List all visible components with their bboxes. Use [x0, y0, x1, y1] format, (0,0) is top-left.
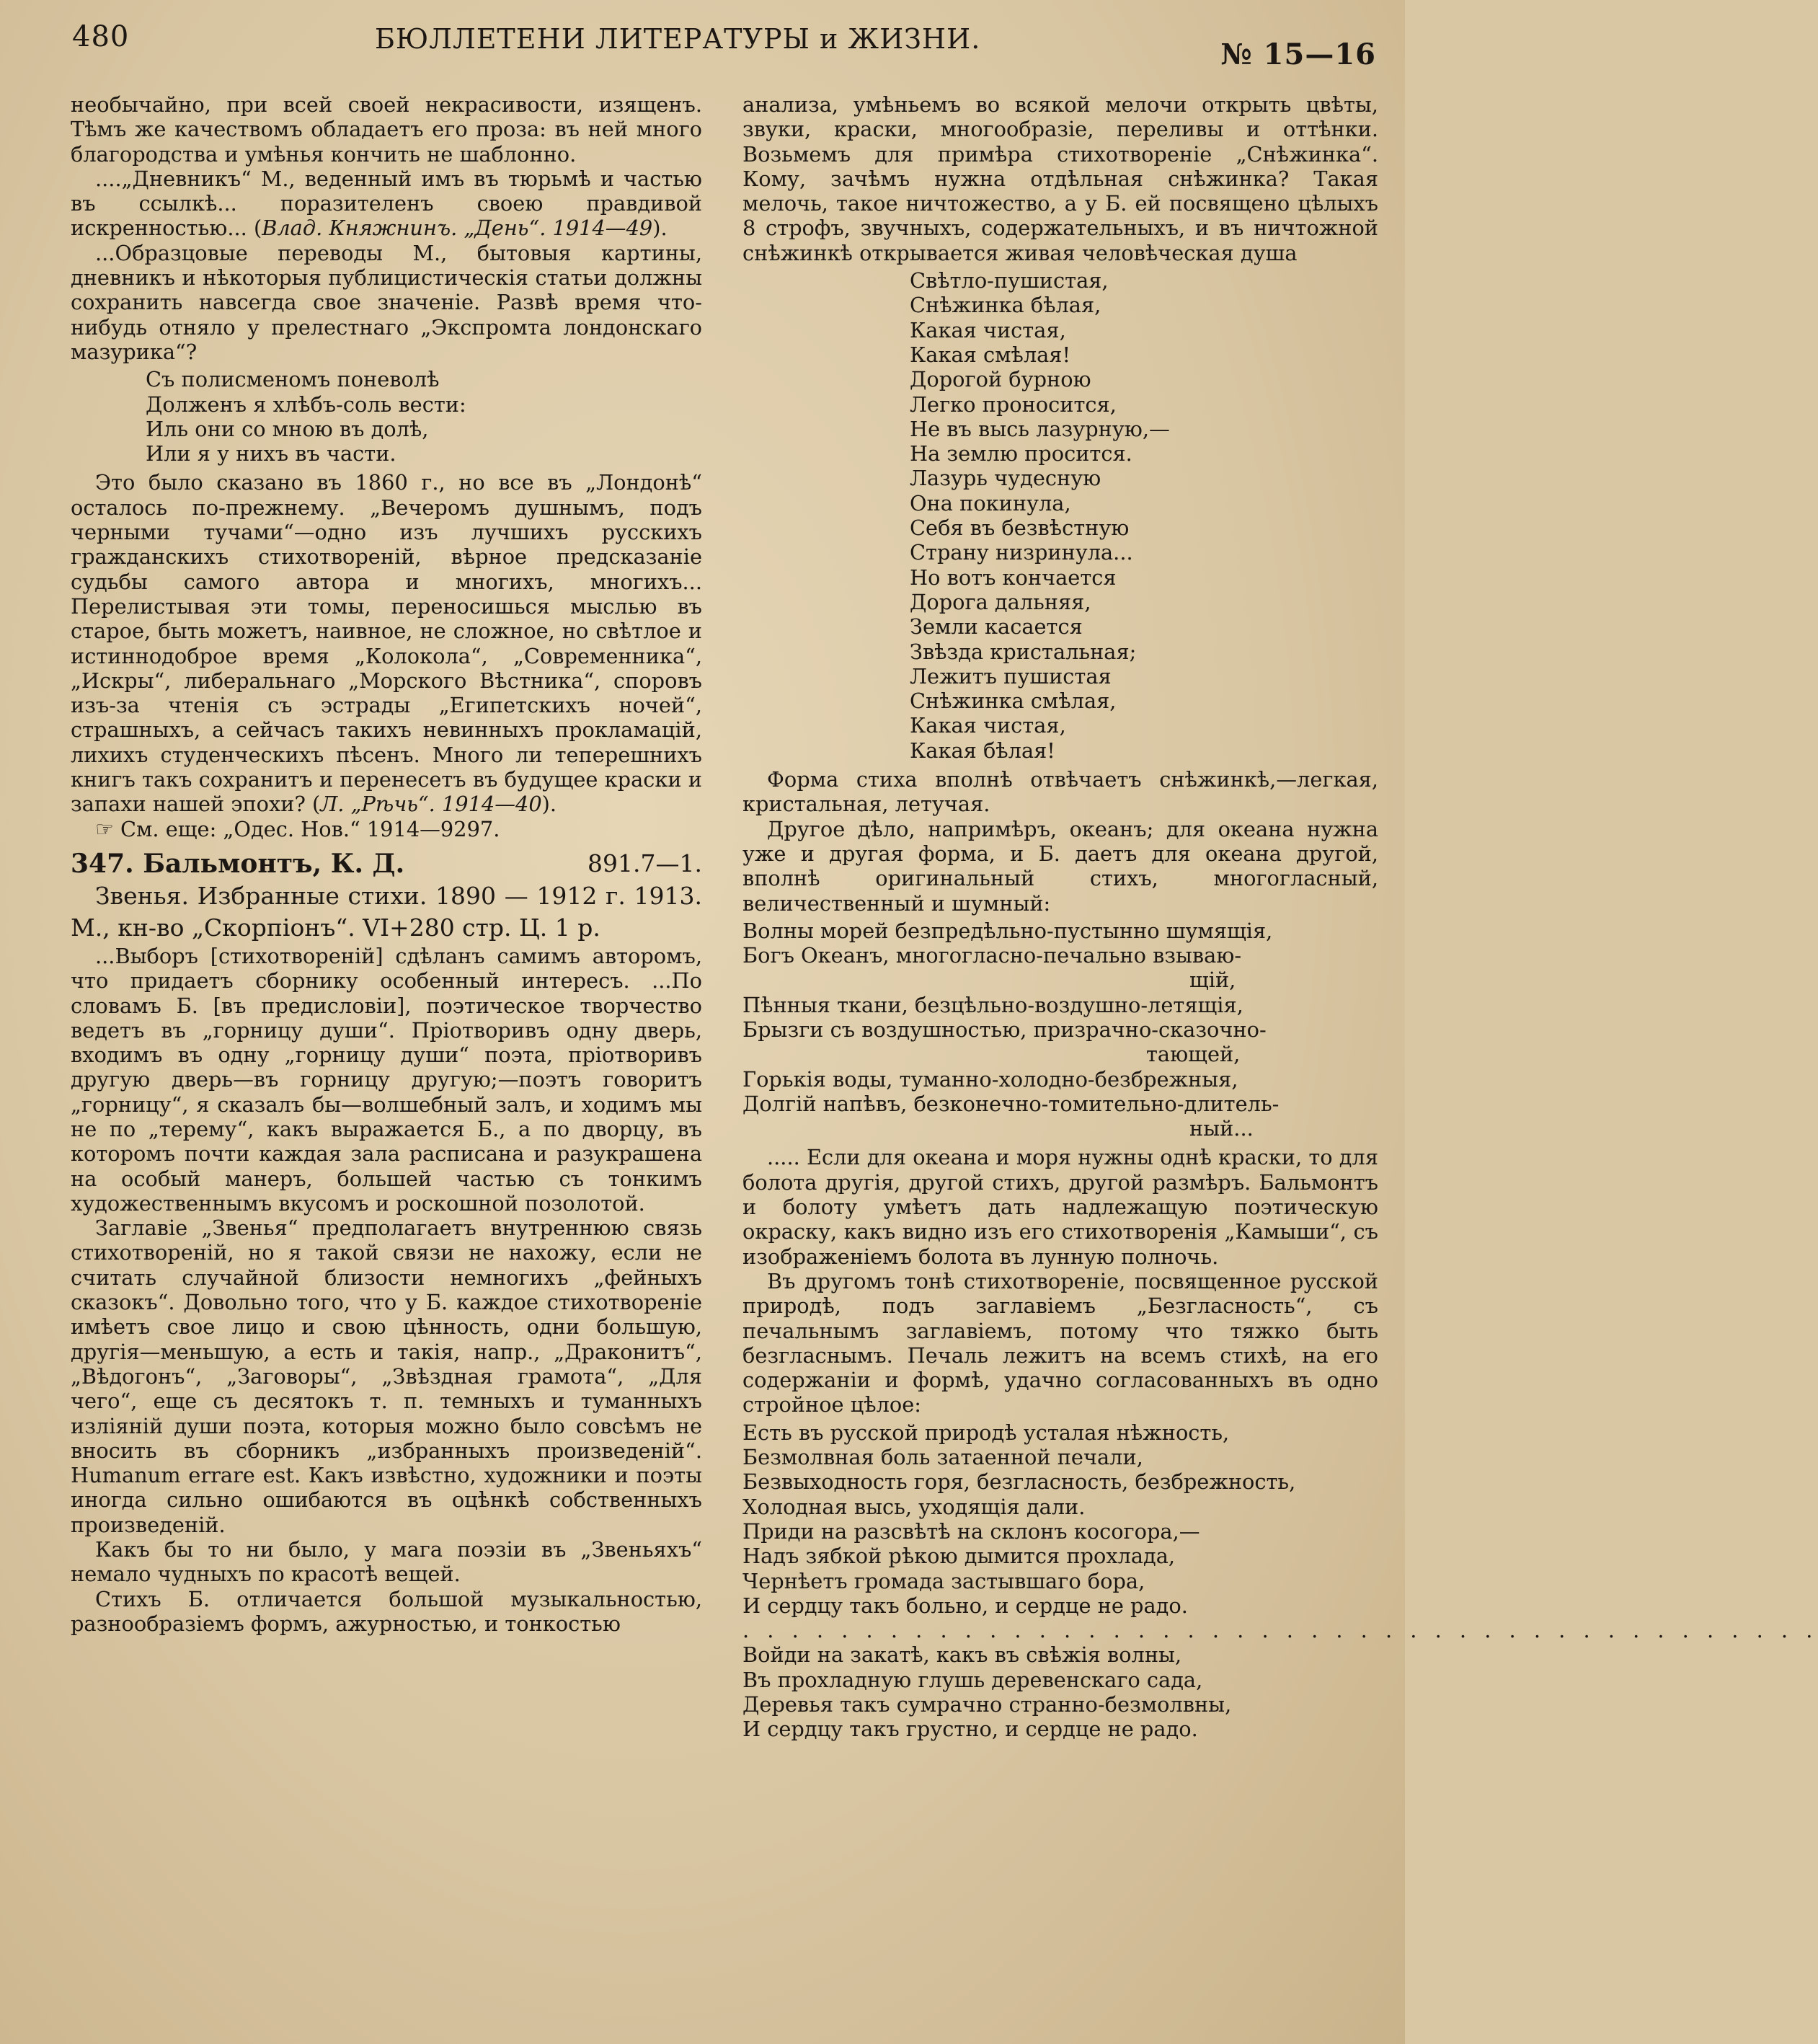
- verse-line: Войди на закатѣ, какъ въ свѣжія волны,: [742, 1642, 1182, 1668]
- verse-line: Есть въ русской природѣ усталая нѣжность,: [742, 1420, 1230, 1445]
- paragraph: Въ другомъ тонѣ стихотвореніе, посвященное русской природѣ, подъ заглавіемъ „Безгласность“, съ печальнымъ заглавіемъ, потому что тяжко быть безгласнымъ. Печаль лежитъ на всемъ стихѣ, на его содержаніи и формѣ, удачно согласованныхъ въ одно стройное цѣлое:: [742, 1268, 1378, 1417]
- paragraph: Заглавіе „Звенья“ предполагаетъ внутреннюю связь стихотвореній, но я такой связи не нахожу, если не считать случайной близости немногихъ „фейныхъ сказокъ“. Довольно того, что у Б. каждое стихотвореніе имѣетъ свое лицо и свою цѣнность, одни большую, другія—меньшую, а есть и такія, напр., „Драконитъ“, „Вѣдогонъ“, „Заговоры“, „Звѣздная грамота“, „Для чего“, еще съ десятокъ т. п. темныхъ и туманныхъ изліяній души поэта, которыя можно было совсѣмъ не вносить въ сборникъ „избранныхъ произведеній“. Humanum errare est. Какъ извѣстно, художники и поэты иногда сильно ошибаются въ оцѣнкѣ собственныхъ произведеній.: [71, 1216, 702, 1537]
- verse-block-ocean: [742, 919, 1378, 1141]
- verse-line: Снѣжинка бѣлая,: [910, 293, 1101, 318]
- verse-line: Лазурь чудесную: [910, 466, 1101, 491]
- entry-description: Звенья. Избранные стихи. 1890 — 1912 г. 1913. М., кн-во „Скорпіонъ“. VI+280 стр. Ц. 1 р.: [71, 881, 702, 942]
- paragraph: Стихъ Б. отличается большой музыкальностью, разнообразіемъ формъ, ажурностью, и тонкостью: [71, 1586, 702, 1636]
- verse-line: Холодная высь, уходящія дали.: [742, 1494, 1086, 1519]
- verse-line: Лежитъ пушистая: [910, 663, 1112, 689]
- verse-line: Себя въ безвѣстную: [910, 516, 1130, 541]
- verse-line: Звѣзда кристальная;: [910, 639, 1137, 664]
- paragraph: ...Образцовые переводы М., бытовыя картины, дневникъ и нѣкоторыя публицистическія статьи должны сохранить навсегда свое значеніе. Развѣ время что-нибудь отняло у прелестнаго „Экспромта лондонскаго мазурика“?: [71, 240, 702, 364]
- verse-line-hang: ный...: [1189, 1116, 1254, 1141]
- right-column: [742, 92, 1818, 1746]
- verse-line: Дорога дальняя,: [910, 589, 1091, 614]
- entry-title: 347. Бальмонтъ, К. Д.: [71, 848, 405, 879]
- verse-line: Деревья такъ сумрачно странно-безмолвны,: [742, 1692, 1232, 1717]
- verse-line-hang: щій,: [1189, 968, 1236, 993]
- paragraph: необычайно, при всей своей некрасивости, изященъ. Тѣмъ же качествомъ обладаетъ его проза: въ ней много благородства и умѣнья кончить не шаблонно.: [71, 92, 702, 167]
- verse-line: Приди на разсвѣтѣ на склонъ косогора,—: [742, 1518, 1200, 1544]
- verse-line: На землю просится.: [910, 441, 1132, 466]
- page-number: 480: [72, 20, 130, 53]
- journal-title: БЮЛЛЕТЕНИ ЛИТЕРАТУРЫ и ЖИЗНИ.: [375, 23, 981, 55]
- verse-block: [71, 367, 702, 466]
- verse-line: Волны морей безпредѣльно-пустынно шумящія,: [742, 918, 1273, 943]
- verse-line-hang: тающей,: [1146, 1042, 1241, 1067]
- verse-line: Она покинула,: [910, 490, 1071, 516]
- verse-line: Горькія воды, туманно-холодно-безбрежныя,: [742, 1066, 1238, 1092]
- verse-line: Долгій напѣвъ, безконечно-томительно-длитель-: [742, 1091, 1280, 1116]
- classification-code: 891.7—1.: [587, 849, 702, 877]
- verse-line: Безмолвная боль затаенной печали,: [742, 1445, 1143, 1470]
- paragraph: ....„Дневникъ“ М., веденный имъ въ тюрьмѣ и частью въ ссылкѣ... поразителенъ своею правдивой искренностью... (Влад. Княжнинъ. „День“. 1914—49).: [71, 166, 702, 241]
- verse-block-silence: [742, 1420, 1818, 1742]
- paragraph: ...Выборъ [стихотвореній] сдѣланъ самимъ авторомъ, что придаетъ сборнику особенный интересъ. ...По словамъ Б. [въ предисловіи], поэтическое творчество ведетъ въ „горницу души“. Пріотворивъ одну дверь, входимъ въ одну „горницу души“ поэта, пріотворивъ другую дверь—въ горницу другую;—поэтъ говоритъ „горницу“, я сказалъ бы—волшебный залъ, и ходимъ мы не по „терему“, какъ выражается Б., а по дворцу, въ которомъ почти каждая зала расписана и разукрашена на особый манеръ, большей частью съ тонкимъ художественнымъ вкусомъ и роскошной позолотой.: [71, 943, 702, 1216]
- ellipsis-divider: . . . . . . . . . . . . . . . . . . . . . . . . . . . . . . . . . . . . . . . . . . . .: [742, 1618, 1818, 1643]
- verse-line: Какая бѣлая!: [910, 738, 1055, 763]
- verse-block-snowflake: [742, 268, 1378, 763]
- entry-heading: [71, 847, 702, 880]
- paragraph: ..... Если для океана и моря нужны однѣ краски, то для болота другія, другой стихъ, другой размѣръ. Бальмонтъ и болоту умѣетъ дать надлежащую поэтическую окраску, какъ видно изъ его стихотворенія „Камыши“, съ изображеніемъ болота въ лунную полночь.: [742, 1145, 1378, 1269]
- verse-line: Но вотъ кончается: [910, 565, 1117, 590]
- verse-line: Въ прохладную глушь деревенскаго сада,: [742, 1667, 1203, 1692]
- verse-line: И сердцу такъ больно, и сердце не радо.: [742, 1593, 1188, 1618]
- verse-line: Легко проносится,: [910, 391, 1117, 417]
- verse-line: Не въ высь лазурную,—: [910, 416, 1170, 441]
- paragraph: Форма стиха вполнѣ отвѣчаетъ снѣжинкѣ,—легкая, кристальная, летучая.: [742, 767, 1378, 817]
- paragraph: анализа, умѣньемъ во всякой мелочи открыть цвѣты, звуки, краски, многообразіе, переливы и оттѣнки. Возьмемъ для примѣра стихотвореніе „Снѣжинка“. Кому, зачѣмъ нужна отдѣльная снѣжинка? Такая мелочь, такое ничтожество, а у Б. ей посвящено цѣлыхъ 8 строфъ, звучныхъ, содержательныхъ, и въ ничтожной снѣжинкѣ открывается живая человѣческая душа: [742, 92, 1378, 265]
- verse-line: И сердцу такъ грустно, и сердце не радо.: [742, 1717, 1198, 1742]
- paragraph: Другое дѣло, напримѣръ, океанъ; для океана нужна уже и другая форма, и Б. даетъ для океана другой, вполнѣ оригинальный стихъ, многогласный, величественный и шумный:: [742, 816, 1378, 916]
- verse-line: Съ полисменомъ поневолѣ: [146, 367, 440, 392]
- citation: Л. „Рѣчь“. 1914—40: [320, 792, 542, 817]
- paragraph: Это было сказано въ 1860 г., но все въ „Лондонѣ“ осталось по-прежнему. „Вечеромъ душнымъ, подъ черными тучами“—одно изъ лучшихъ русскихъ гражданскихъ стихотвореній, вѣрное предсказаніе судьбы самого автора и многихъ, многихъ... Перелистывая эти томы, переносишься мыслью въ старое, быть можетъ, наивное, не сложное, но свѣтлое и истиннодоброе время „Колокола“, „Современника“, „Искры“, либеральнаго „Морского Вѣстника“, споровъ изъ-за чтенія съ эстрады „Египетскихъ ночей“, страшныхъ, а сейчасъ такихъ невинныхъ прокламацій, лихихъ студенческихъ пѣсенъ. Много ли теперешнихъ книгъ такъ сохранитъ и перенесетъ въ будущее краски и запахи нашей эпохи? (Л. „Рѣчь“. 1914—40).: [71, 470, 702, 817]
- verse-line: Чернѣетъ громада застывшаго бора,: [742, 1568, 1145, 1593]
- paragraph: Какъ бы то ни было, у мага поэзіи въ „Звеньяхъ“ немало чудныхъ по красотѣ вещей.: [71, 1537, 702, 1587]
- verse-line: Долженъ я хлѣбъ-соль вести:: [146, 391, 466, 417]
- verse-line: Или я у нихъ въ части.: [146, 441, 396, 466]
- left-column: [71, 92, 702, 1636]
- see-also-note: ☞ См. еще: „Одес. Нов.“ 1914—9297.: [95, 816, 500, 841]
- verse-line: Снѣжинка смѣлая,: [910, 689, 1117, 714]
- verse-line: Земли касается: [910, 614, 1083, 640]
- citation: Влад. Княжнинъ. „День“. 1914—49: [262, 216, 653, 241]
- verse-line: Какая чистая,: [910, 713, 1066, 738]
- verse-line: Пѣнныя ткани, безцѣльно-воздушно-летящія,: [742, 992, 1243, 1017]
- verse-line: Безвыходность горя, безгласность, безбрежность,: [742, 1469, 1296, 1495]
- verse-line: Богъ Океанъ, многогласно-печально взываю-: [742, 943, 1242, 968]
- verse-line: Брызги съ воздушностью, призрачно-сказочно-: [742, 1017, 1267, 1042]
- verse-line: Страну низринула...: [910, 540, 1133, 565]
- verse-line: Дорогой бурною: [910, 367, 1091, 392]
- page-header: [72, 20, 1376, 71]
- verse-line: Иль они со мною въ долѣ,: [146, 416, 429, 441]
- verse-line: Надъ зябкой рѣкою дымится прохлада,: [742, 1544, 1176, 1569]
- verse-line: Какая смѣлая!: [910, 342, 1071, 367]
- verse-line: Свѣтло-пушистая,: [910, 268, 1109, 293]
- issue-number: № 15—16: [1220, 37, 1376, 71]
- verse-line: Какая чистая,: [910, 317, 1066, 342]
